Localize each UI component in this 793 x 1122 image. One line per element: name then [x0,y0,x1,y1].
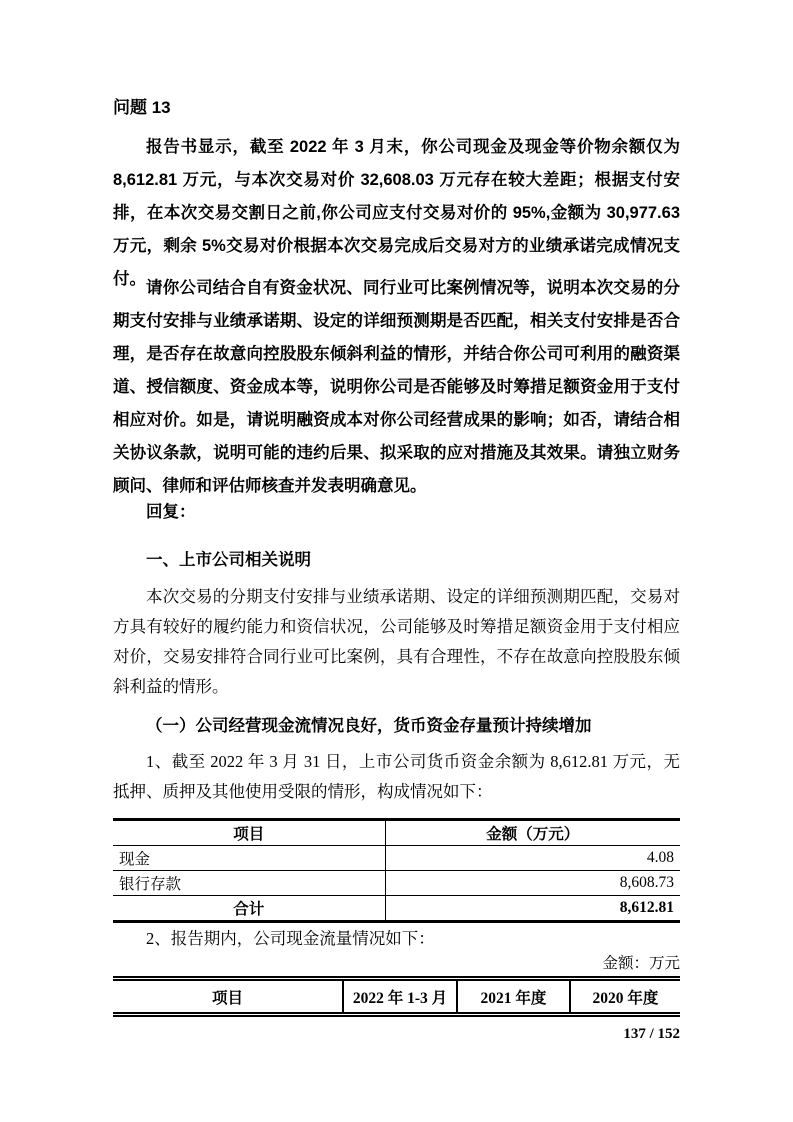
section-1-heading: 一、上市公司相关说明 [146,551,311,569]
table-cell: 合计 [113,896,385,922]
page-number: 137 / 152 [623,1026,680,1042]
reply-label: 回复： [146,503,196,521]
table-header-cell: 金额（万元） [385,820,680,846]
table-header-cell: 项目 [113,820,385,846]
subsection-1-heading: （一）公司经营现金流情况良好，货币资金存量预计持续增加 [146,717,592,735]
numbered-paragraph-2: 2、报告期内，公司现金流量情况如下： [146,929,435,948]
cash-composition-table [113,818,680,923]
table-cell: 8,612.81 [385,896,680,922]
table-cell: 8,608.73 [385,871,680,896]
question-paragraph-2: 请你公司结合自有资金状况、同行业可比案例情况等，说明本次交易的分期支付安排与业绩承诺期、设定的详细预测期是否匹配，相关支付安排是否合理，是否存在故意向控股股东倾斜利益的情形，并结合你公司可利用的融资渠道、授信额度、资金成本等，说明你公司是否能够及时筹措足额资金用于支付相应对价。如是，请说明融资成本对你公司经营成果的影响；如否，请结合相关协议条款，说明可能的违约后果、拟采取的应对措施及其效果。请独立财务顾问、律师和评估师核查并发表明确意见。 [113,279,680,495]
question-title: 问题 13 [113,98,171,117]
table-total-row [113,896,680,922]
numbered-paragraph-1: 1、截至 2022 年 3 月 31 日，上市公司货币资金余额为 8,612.81 万元，无抵押、质押及其他使用受限的情形，构成情况如下： [113,752,680,801]
table-cell: 银行存款 [113,871,385,896]
cash-flow-table [113,976,680,1017]
table-row [113,846,680,871]
table-row [113,871,680,896]
table-header-cell: 项目 [113,979,343,1015]
table-cell: 4.08 [385,846,680,871]
table-header-cell: 2021 年度 [457,979,570,1015]
table-header-row [113,979,680,1015]
table-header-cell: 2022 年 1-3 月 [343,979,457,1015]
question-paragraph-1: 报告书显示，截至 2022 年 3 月末，你公司现金及现金等价物余额仅为 8,612.81 万元，与本次交易对价 32,608.03 万元存在较大差距；根据支付安排，在本次交易交割日之前,你公司应支付交易对价的 95%,金额为 30,977.63 万元，剩余 5%交易对价根据本次交易完成后交易对方的业绩承诺完成情况支付。 [113,138,680,288]
table-cell: 现金 [113,846,385,871]
unit-label: 金额：万元 [602,955,680,972]
table-header-cell: 2020 年度 [570,979,680,1015]
section-1-body: 本次交易的分期支付安排与业绩承诺期、设定的详细预测期匹配，交易对方具有较好的履约能力和资信状况，公司能够及时筹措足额资金用于支付相应对价，交易安排符合同行业可比案例，具有合理性，不存在故意向控股股东倾斜利益的情形。 [113,587,680,696]
table-header-row [113,820,680,846]
